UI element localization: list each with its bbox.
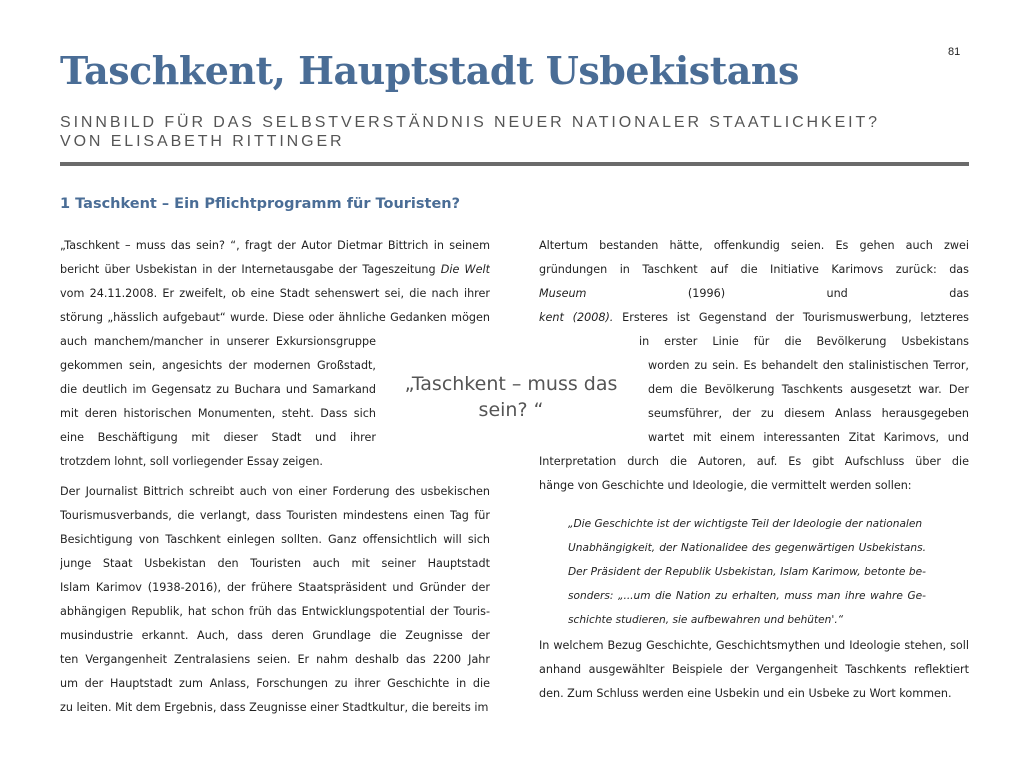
- text-line: ten Vergangenheit Zentralasiens seien. Er nahm deshalb das 2200 Jahr: [60, 653, 490, 666]
- text-line: Besichtigung von Taschkent einlegen sollten. Ganz offensichtlich will sich: [60, 533, 490, 546]
- text-line: den. Zum Schluss werden eine Usbekin und ein Usbeke zu Wort kommen.: [539, 687, 952, 700]
- text-line: dem die Bevölkerung Taschkents ausgesetzt war. Der: [648, 383, 969, 396]
- text-line: Islam Karimov (1938-2016), der frühere Staatspräsident und Gründer der: [60, 581, 490, 594]
- text-line: die deutlich im Gegensatz zu Buchara und Samarkand: [60, 383, 376, 396]
- text-line: in erster Linie für die Bevölkerung Usbekistans: [639, 335, 969, 348]
- text-line: Tourismusverbands, die verlangt, dass Touristen mindestens einen Tag für: [60, 509, 490, 522]
- author-line: VON ELISABETH RITTINGER: [60, 133, 345, 150]
- text-line: gekommen sein, angesichts der modernen Großstadt,: [60, 359, 376, 372]
- text-line: Der Präsident der Republik Usbekistan, Islam Karimow, betonte be-: [568, 566, 926, 578]
- text-line: störung „hässlich aufgebaut“ wurde. Diese oder ähnliche Gedanken mögen: [60, 311, 490, 324]
- text-line: gründungen in Taschkent auf die Initiative Karimovs zurück: das: [539, 263, 969, 276]
- text-line: „Taschkent – muss das sein? “, fragt der Autor Dietmar Bittrich in seinem: [60, 239, 490, 252]
- text-line: hänge von Geschichte und Ideologie, die vermittelt werden sollen:: [539, 479, 912, 492]
- text-line: anhand ausgewählter Beispiele der Vergangenheit Taschkents reflektiert: [539, 663, 969, 676]
- text-line: mit deren historischen Monumenten, steht. Dass sich: [60, 407, 376, 420]
- text-line: musindustrie erkannt. Auch, dass deren Grundlage die Zeugnisse der: [60, 629, 490, 642]
- subtitle: [60, 113, 880, 151]
- text-line: seumsführer, der zu diesem Anlass herausgegeben: [648, 407, 969, 420]
- text-line: kent (2008). Ersteres ist Gegenstand der Tourismuswerbung, letzteres: [539, 311, 969, 324]
- text-line: abhängigen Republik, hat schon früh das Entwicklungspotential der Touris-: [60, 605, 490, 618]
- page-number: 81: [948, 46, 961, 58]
- text-line: auch manchem/mancher in unserer Exkursionsgruppe: [60, 335, 376, 348]
- text-line: vom 24.11.2008. Er zweifelt, ob eine Stadt sehenswert sei, die nach ihrer: [60, 287, 490, 300]
- text-line: junge Staat Usbekistan den Touristen auch mit seiner Hauptstadt: [60, 557, 490, 570]
- text-line: worden zu sein. Es behandelt den stalinistischen Terror,: [648, 359, 969, 372]
- text-line: bericht über Usbekistan in der Internetausgabe der Tageszeitung Die Welt: [60, 263, 490, 276]
- text-line: zu leiten. Mit dem Ergebnis, dass Zeugnisse einer Stadtkultur, die bereits im: [60, 701, 489, 714]
- text-line: In welchem Bezug Geschichte, Geschichtsmythen und Ideologie stehen, soll: [539, 639, 969, 652]
- text-line: Museum (1996) und das: [539, 287, 969, 300]
- section-heading: 1 Taschkent – Ein Pflichtprogramm für Touristen?: [60, 196, 461, 212]
- text-line: „Die Geschichte ist der wichtigste Teil der Ideologie der nationalen: [568, 518, 923, 530]
- divider-rule: [60, 162, 969, 166]
- text-line: Altertum bestanden hätte, offenkundig seien. Es gehen auch zwei: [539, 239, 969, 252]
- text-line: trotzdem lohnt, soll vorliegender Essay zeigen.: [60, 455, 323, 468]
- quote-block: [568, 512, 926, 632]
- text-line: eine Beschäftigung mit dieser Stadt und ihrer: [60, 431, 376, 444]
- pull-quote: „Taschkent – muss das sein? “: [404, 373, 618, 421]
- page-title: Taschkent, Hauptstadt Usbekistans: [60, 48, 799, 93]
- left-column: [60, 234, 490, 720]
- text-line: schichte studieren, sie aufbewahren und behüten'.“: [568, 614, 844, 626]
- text-line: sonders: „...um die Nation zu erhalten, muss man ihre wahre Ge-: [568, 590, 926, 602]
- text-line: Unabhängigkeit, der Nationalidee des gegenwärtigen Usbekistans.: [568, 542, 926, 554]
- text-line: Interpretation durch die Autoren, auf. Es gibt Aufschluss über die: [539, 455, 969, 468]
- right-column-bottom: [539, 634, 969, 706]
- text-line: wartet mit einem interessanten Zitat Karimovs, und: [648, 431, 969, 444]
- text-line: um der Hauptstadt zum Anlass, Forschungen zu ihrer Geschichte in die: [60, 677, 490, 690]
- text-line: Der Journalist Bittrich schreibt auch von einer Forderung des usbekischen: [60, 485, 490, 498]
- right-column-top: [539, 234, 969, 498]
- subtitle-line: SINNBILD FÜR DAS SELBSTVERSTÄNDNIS NEUER NATIONALER STAATLICHKEIT?: [60, 114, 880, 131]
